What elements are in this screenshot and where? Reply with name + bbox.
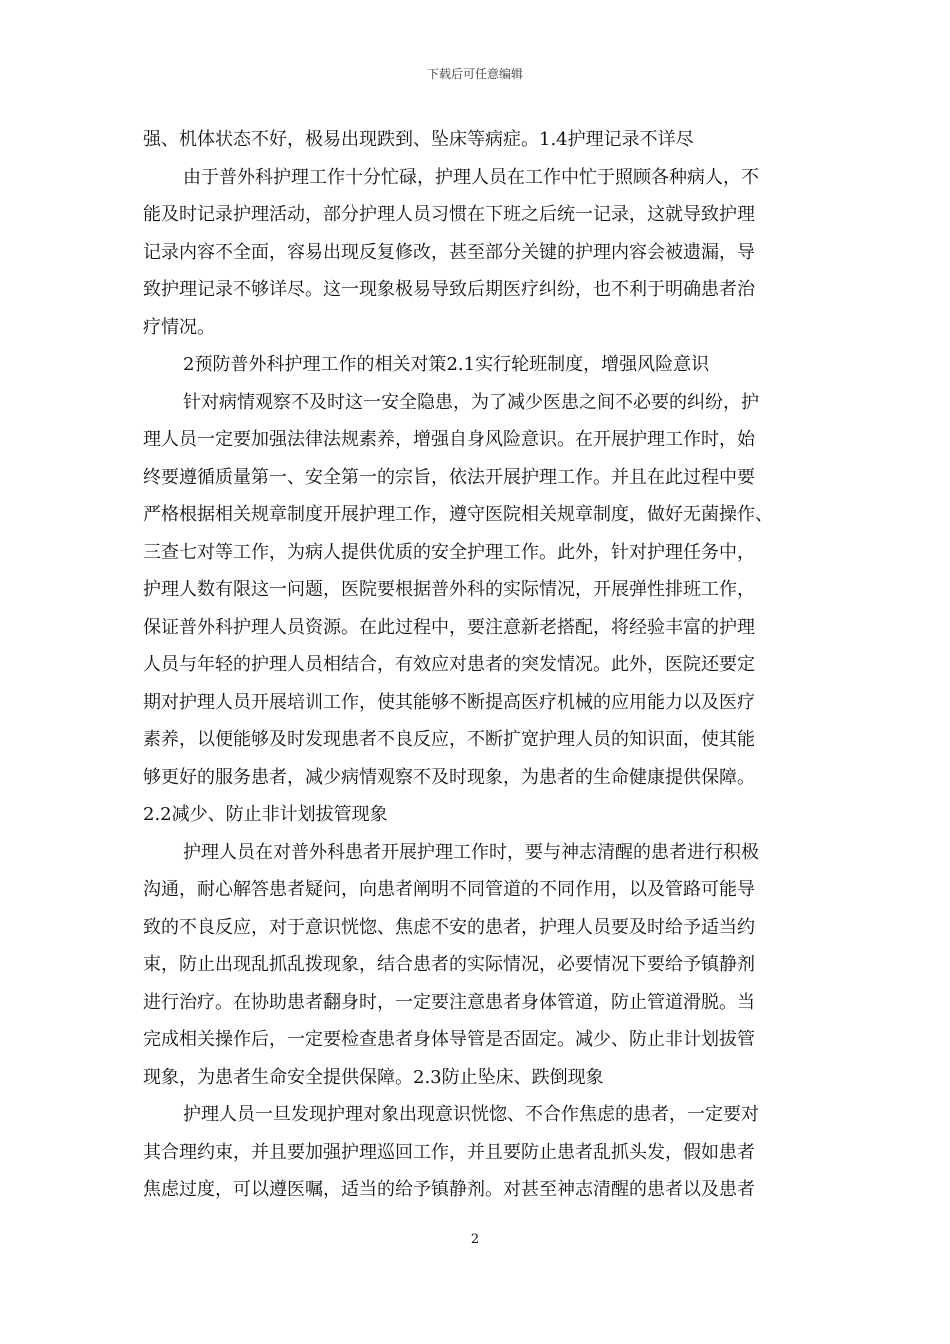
text-line: 致的不良反应，对于意识恍惚、焦虑不安的患者，护理人员要及时给予适当约	[143, 916, 755, 938]
text-line: 针对病情观察不及时这一安全隐患，为了减少医患之间不必要的纠纷，护	[183, 391, 759, 413]
text-line: 三查七对等工作，为病人提供优质的安全护理工作。此外，针对护理任务中，	[143, 541, 755, 563]
text-line: 焦虑过度，可以遵医嘱，适当的给予镇静剂。对甚至神志清醒的患者以及患者	[143, 1179, 755, 1200]
text-line: 终要遵循质量第一、安全第一的宗旨，依法开展护理工作。并且在此过程中要	[143, 466, 755, 488]
text-line: 严格根据相关规章制度开展护理工作，遵守医院相关规章制度，做好无菌操作、	[143, 504, 773, 525]
text-line: 期对护理人员开展培训工作，使其能够不断提高医疗机械的应用能力以及医疗	[143, 691, 755, 713]
text-line: 完成相关操作后，一定要检查患者身体导管是否固定。减少、防止非计划拔管	[143, 1029, 755, 1050]
section-heading: 2.2减少、防止非计划拔管现象	[143, 804, 388, 825]
text-line: 记录内容不全面，容易出现反复修改，甚至部分关键的护理内容会被遗漏，导	[143, 241, 755, 263]
text-line: 其合理约束，并且要加强护理巡回工作，并且要防止患者乱抓头发，假如患者	[143, 1141, 755, 1163]
text-line: 进行治疗。在协助患者翻身时，一定要注意患者身体管道，防止管道滑脱。当	[143, 991, 755, 1013]
text-line: 理人员一定要加强法律法规素养，增强自身风险意识。在开展护理工作时，始	[143, 429, 755, 450]
text-line: 沟通，耐心解答患者疑问，向患者阐明不同管道的不同作用，以及管路可能导	[143, 879, 755, 900]
text-line: 护理人员在对普外科患者开展护理工作时，要与神志清醒的患者进行积极	[183, 841, 759, 863]
text-line: 能及时记录护理活动，部分护理人员习惯在下班之后统一记录，这就导致护理	[143, 204, 755, 225]
page-number: 2	[470, 1232, 480, 1247]
text-line: 护理人员一旦发现护理对象出现意识恍惚、不合作焦虑的患者，一定要对	[183, 1104, 759, 1125]
text-line: 致护理记录不够详尽。这一现象极易导致后期医疗纠纷，也不利于明确患者治	[143, 279, 755, 300]
document-body	[143, 121, 811, 1209]
text-line: 疗情况。	[143, 316, 215, 338]
text-line: 由于普外科护理工作十分忙碌，护理人员在工作中忙于照顾各种病人，不	[183, 166, 759, 188]
text-line: 人员与年轻的护理人员相结合，有效应对患者的突发情况。此外，医院还要定	[143, 654, 755, 675]
section-heading: 2预防普外科护理工作的相关对策2.1实行轮班制度，增强风险意识	[183, 354, 710, 375]
text-line: 强、机体状态不好，极易出现跌到、坠床等病症。1.4护理记录不详尽	[143, 129, 694, 150]
text-line: 够更好的服务患者，减少病情观察不及时现象，为患者的生命健康提供保障。	[143, 766, 755, 788]
text-line: 保证普外科护理人员资源。在此过程中，要注意新老搭配，将经验丰富的护理	[143, 616, 755, 638]
text-line: 束，防止出现乱抓乱拨现象，结合患者的实际情况，必要情况下要给予镇静剂	[143, 954, 755, 975]
text-line: 素养，以便能够及时发现患者不良反应，不断扩宽护理人员的知识面，使其能	[143, 729, 755, 750]
page-header: 下载后可任意编辑	[426, 67, 523, 81]
text-line: 现象，为患者生命安全提供保障。2.3防止坠床、跌倒现象	[143, 1066, 604, 1088]
text-line: 护理人数有限这一问题，医院要根据普外科的实际情况，开展弹性排班工作，	[143, 579, 755, 600]
